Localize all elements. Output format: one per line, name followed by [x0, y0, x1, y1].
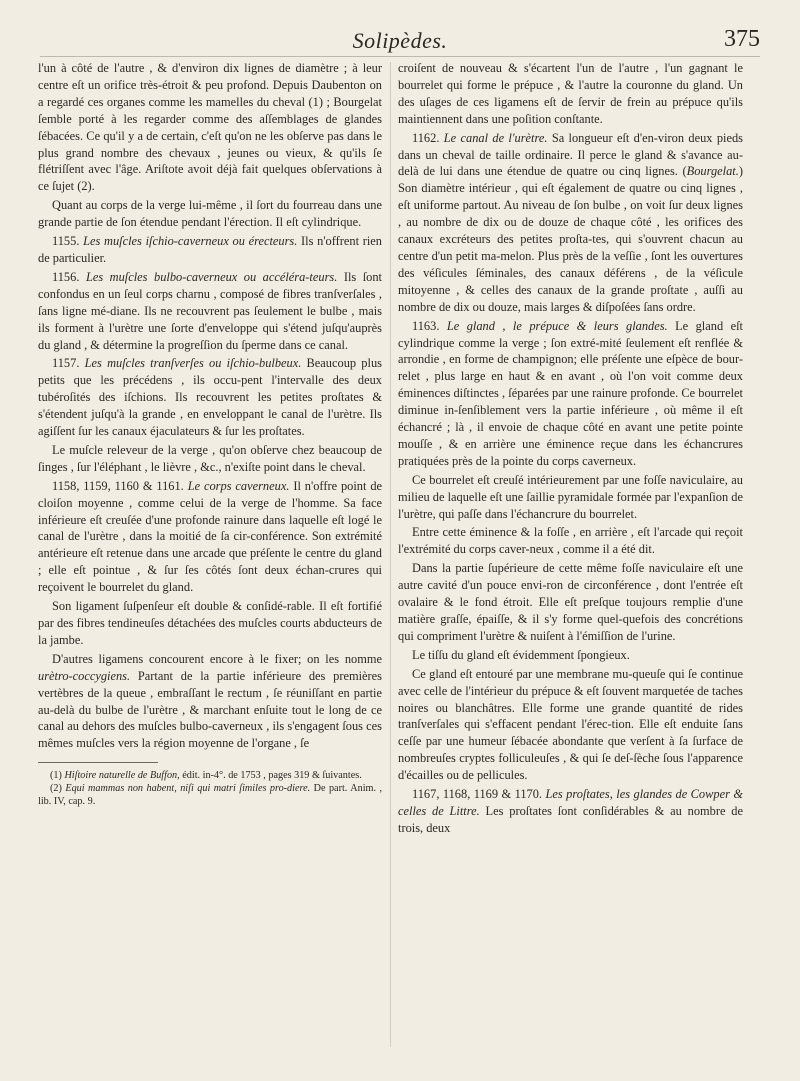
paragraph: croiſent de nouveau & s'écartent l'un de l'autre , l'un gagnant le bourrelet qui forme le prépuce , & l'autre la couronne du gland. Un des uſages de ces ligamens eſt de ſervir de frein au prépuce qu'ils maintiennent dans une poſition conſtante. — [398, 61, 743, 126]
paragraph: Ce gland eſt entouré par une membrane mu-queuſe qui ſe continue avec celle de l'intérieur du prépuce & eſt ſouvent marquetée de taches noires ou blanchâtres. Elle forme une grande quantité de rides tranſverſales qui s'effacent pendant l'érec-tion. Elle eſt enduite ſans ceſſe par une humeur ſébacée abondante que verſent à ſa ſurface de nombreuſes cryptes folliculeuſes , & qui ſe deſ-ſèche ſous l'apparence d'écailles ou de pellicules. — [398, 666, 743, 783]
article-1157 — [38, 355, 382, 440]
article-title: Le corps caverneux. — [187, 478, 290, 493]
article-text: ) Son diamètre intérieur , qui eſt également de quatre ou cinq lignes , eſt uniforme partout. Au niveau de ſon bulbe , on voit ſur deux lignes , au nombre de dix ou de douze de chaque côté , les orifices des canaux excréteurs des petites proſta-tes, qui s'ouvrent chacun au centre d'un petit ma-melon. Plus près de la veſſie , ſont les ouvertures des véſicules ſéminales, des canaux déférens , de la véſicule mitoyenne , & celles des canaux de la grande proſtate , auſſi au nombre de dix ou douze, mais larges & diſpoſées ſans ordre. — [398, 164, 743, 314]
article-text: Les proſtates ſont conſidérables & au nombre de trois, deux — [398, 803, 744, 835]
footnote-title: Equi mammas non habent, niſi qui matri ſimiles pro-diere. — [65, 783, 311, 795]
paragraph: Le muſcle releveur de la verge , qu'on obſerve chez beaucoup de ſinges , ſur l'éléphant , le lièvre , &c., n'exiſte point dans le cheval. — [38, 442, 382, 474]
citation: Bourgelat. — [686, 164, 739, 179]
article-title: Les muſcles iſchio-caverneux ou érecteurs. — [83, 234, 298, 249]
paragraph: Ce bourrelet eſt creuſé intérieurement par une foſſe naviculaire, au milieu de laquelle eſt une ſaillie pyramidale formée par l'expanſion de l'urètre, qui paſſe dans l'échancrure du bourrelet. — [398, 472, 743, 521]
right-column — [398, 60, 743, 837]
article-1163 — [398, 318, 743, 470]
footnote-rule — [38, 762, 158, 763]
article-text: Il n'offre point de cloiſon moyenne , comme celui de la verge de l'homme. Sa face inférieure eſt creuſée d'une profonde rainure dans laquelle eſt logé le canal de l'urètre , dans la moitié de ſa cir-conférence. Son extrémité antérieure eſt retenue dans une arcade que préſente le centre du gland ; elle eſt pointue , & ſur ſes côtés ſont deux échan-crures qui reçoivent le bourrelet du gland. — [38, 478, 383, 595]
header-rule — [40, 56, 760, 57]
paragraph: Quant au corps de la verge lui-même , il ſort du fourreau dans une grande partie de ſon étendue pendant l'érection. Il eſt cylindrique. — [38, 198, 382, 230]
footnotes — [38, 769, 382, 808]
running-title: Solipèdes. — [352, 28, 448, 53]
paragraph-ligaments — [38, 651, 382, 752]
left-column — [38, 60, 382, 808]
article-text: Beaucoup plus petits que les précédens , ils occu-pent l'intervalle des deux tubéroſités des iſchions. Ils recouvrent les petites proſtates & s'étendent juſqu'à la grande , en enveloppant le canal de l'urètre. Ils agiſſent ſur les canaux éjaculateurs & ſur les proſtates. — [38, 356, 382, 439]
text-span: Partant de la partie inférieure des premières vertèbres de la queue , embraſſant le rectum , ſe réuniſſant en partie au-delà du bulbe de l'urètre , & marchant enſuite tout le long de ce canal au dehors des muſcles bulbo-caverneux , ils s'engagent ſous ces mêmes muſcles vers la région moyenne de l'organe , ſe — [38, 668, 382, 751]
term: urètro-coccygiens. — [38, 668, 131, 683]
article-title: Les muſcles bulbo-caverneux ou accéléra-teurs. — [85, 269, 338, 284]
article-title: Le gland , le prépuce & leurs glandes. — [446, 318, 668, 333]
paragraph: Son ligament ſuſpenſeur eſt double & conſidé-rable. Il eſt fortifié par des fibres tendineuſes détachées des muſcles courts abducteurs de la jambe. — [38, 599, 382, 647]
page-number: 375 — [724, 26, 760, 52]
article-title: Les proſtates, les glandes de Cowper & celles de Littre. — [398, 787, 743, 818]
paragraph: Dans la partie ſupérieure de cette même foſſe naviculaire eſt une autre cavité d'un pouce envi-ron de circonférence , dont l'entrée eſt ovalaire & le fond étroit. Elle eſt preſque toujours remplie d'une matière graſſe, épaiſſe, & il s'y forme quel-quefois des concrétions qui compriment l'urètre & nuiſent à l'émiſſion de l'urine. — [398, 561, 743, 643]
article-title: Le canal de l'urètre. — [443, 130, 548, 145]
footnote-1 — [38, 769, 382, 782]
article-number: 1155. — [52, 234, 80, 249]
footnote-2 — [38, 782, 382, 808]
paragraph: Le tiſſu du gland eſt évidemment ſpongieux. — [412, 647, 630, 662]
footnote-text: De part. Anim. , lib. IV, cap. 9. — [38, 783, 382, 808]
paragraph: Entre cette éminence & la foſſe , en arrière , eſt l'arcade qui reçoit l'extrémité du corps caver-neux , comme il a été dit. — [398, 525, 743, 557]
article-text: Ils n'offrent rien de particulier. — [38, 234, 382, 265]
article-number: 1163. — [412, 318, 440, 333]
footnote-marker: (1) — [50, 770, 62, 782]
article-number: 1156. — [52, 269, 80, 284]
article-1162 — [398, 130, 743, 316]
article-1158-1161 — [38, 478, 382, 596]
article-text: Sa longueur eſt d'en-viron deux pieds dans un cheval de taille ordinaire. Il perce le gland & s'avance au-delà de lui dans une étendue de quatre ou cinq lignes. ( — [398, 130, 744, 179]
article-text: Le gland eſt cylindrique comme la verge ; ſon extré-mité ſeulement eſt renflée & arrondie , en forme de champignon; elle préſente une eſpèce de bour-relet , plus large en haut & en avant , où l'on voit comme deux éminences diſtinctes , ſéparées par une rainure profonde. Ce bourrelet diminue in-ſenſiblement vers la partie inférieure , où même il eſt échancré ; là , il envoie de chaque côté en avant une petite pointe mouſſe , & en arrière une éminence reçue dans les échancrures pratiquées près de la pointe du corps caverneux. — [398, 318, 743, 468]
article-number: 1167, 1168, 1169 & 1170. — [412, 787, 543, 802]
article-title: Les muſcles tranſverſes ou iſchio-bulbeux. — [84, 356, 302, 371]
article-text: Ils ſont confondus en un ſeul corps charnu , composé de fibres tranſverſales , ſans ligne mé-diane. Ils ne recouvrent pas ſeulement le bulbe , mais ils forment à l'urètre une ſorte d'enveloppe qui s'étend juſqu'auprès du gland , & détermine la progreſſion du ſperme dans ce canal. — [38, 269, 382, 352]
article-number: 1158, 1159, 1160 & 1161. — [52, 478, 184, 493]
footnote-text: , édit. in-4°. de 1753 , pages 319 & ſuivantes. — [177, 770, 362, 782]
article-1155 — [38, 233, 382, 267]
running-head — [40, 22, 760, 56]
column-divider — [390, 62, 391, 1047]
article-1167-1170 — [398, 786, 743, 837]
article-number: 1157. — [52, 356, 80, 371]
article-1156 — [38, 269, 382, 354]
article-number: 1162. — [412, 130, 440, 145]
footnote-marker: (2) — [50, 783, 62, 795]
footnote-title: Hiſtoire naturelle de Buffon — [64, 770, 178, 782]
text-span: D'autres ligamens concourent encore à le fixer; on les nomme — [52, 651, 382, 666]
paragraph: l'un à côté de l'autre , & d'environ dix lignes de diamètre ; à leur centre eſt un orifice très-étroit & peu profond. Depuis Daubenton on a regardé ces organes comme les mamelles du cheval (1) ; Bourgelat ſemble porté à les regarder comme des aſſemblages de glandes ſébacées. Ce qu'il y a de certain, c'eſt qu'on ne les obſerve pas dans le plus grand nombre des chevaux , jeunes ou vieux, & qu'ils ſe flétriſſent avec l'âge. Ariſtote avoit déjà fait quelques obſervations à ce ſujet (2). — [38, 61, 382, 194]
